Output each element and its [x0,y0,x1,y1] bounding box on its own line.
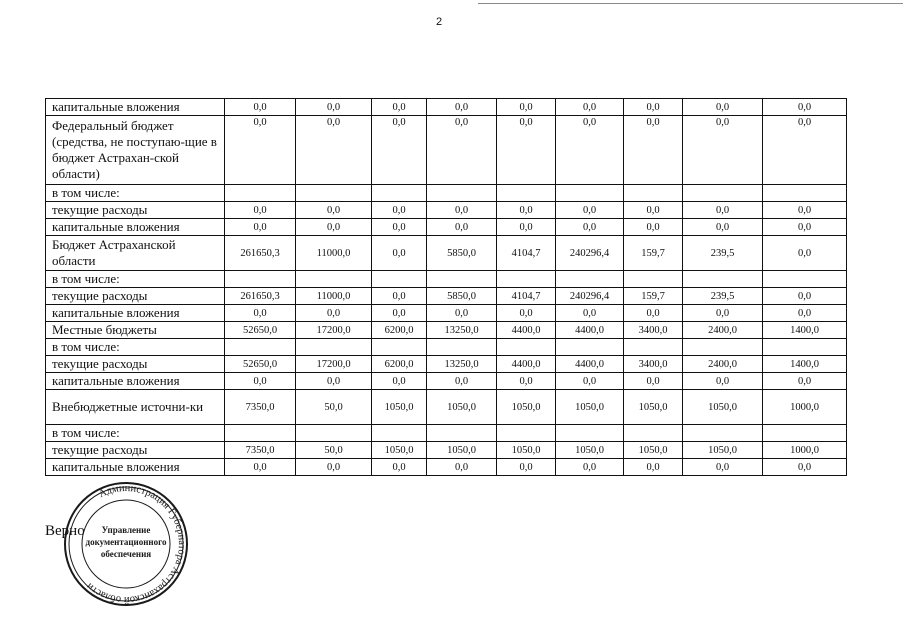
value-cell [683,339,763,356]
table-row [46,373,847,390]
row-label: в том числе: [46,185,225,202]
value-cell: 0,0 [225,459,296,476]
value-cell [497,425,556,442]
value-cell [683,425,763,442]
value-cell: 0,0 [372,202,427,219]
value-cell [497,339,556,356]
value-cell: 0,0 [624,305,683,322]
value-cell: 0,0 [225,219,296,236]
value-cell: 1400,0 [763,356,847,373]
value-cell: 1050,0 [624,442,683,459]
value-cell: 0,0 [763,219,847,236]
value-cell [556,185,624,202]
table-row [46,305,847,322]
value-cell [497,185,556,202]
value-cell: 0,0 [497,373,556,390]
table-row [46,442,847,459]
value-cell: 1050,0 [427,442,497,459]
value-cell: 6200,0 [372,356,427,373]
table-row [46,288,847,305]
value-cell: 0,0 [372,236,427,271]
value-cell: 52650,0 [225,356,296,373]
value-cell: 0,0 [296,305,372,322]
value-cell: 0,0 [683,99,763,116]
value-cell [225,185,296,202]
row-label: капитальные вложения [46,219,225,236]
value-cell [372,271,427,288]
value-cell: 2400,0 [683,356,763,373]
seal-inner-line-3: обеспечения [100,549,152,559]
value-cell [296,339,372,356]
value-cell [763,425,847,442]
value-cell: 1400,0 [763,322,847,339]
value-cell: 0,0 [556,202,624,219]
value-cell: 0,0 [427,305,497,322]
value-cell: 0,0 [763,459,847,476]
table-row [46,219,847,236]
row-label: капитальные вложения [46,373,225,390]
row-label: текущие расходы [46,288,225,305]
table-row [46,356,847,373]
value-cell: 0,0 [296,219,372,236]
table-row [46,339,847,356]
row-label: капитальные вложения [46,305,225,322]
value-cell: 240296,4 [556,236,624,271]
value-cell: 0,0 [225,116,296,185]
value-cell: 1050,0 [556,442,624,459]
value-cell: 0,0 [624,373,683,390]
value-cell: 0,0 [296,116,372,185]
table-row [46,425,847,442]
value-cell: 0,0 [683,373,763,390]
row-label: капитальные вложения [46,459,225,476]
verno-label: Верно [45,523,85,539]
value-cell [225,271,296,288]
value-cell [372,425,427,442]
value-cell: 0,0 [296,459,372,476]
value-cell [624,271,683,288]
value-cell: 0,0 [225,305,296,322]
value-cell: 4104,7 [497,288,556,305]
table-row [46,236,847,271]
value-cell: 261650,3 [225,288,296,305]
value-cell: 0,0 [624,219,683,236]
value-cell: 0,0 [556,305,624,322]
value-cell: 0,0 [372,99,427,116]
value-cell: 1050,0 [372,442,427,459]
value-cell: 1050,0 [556,390,624,425]
value-cell: 0,0 [556,99,624,116]
value-cell: 11000,0 [296,236,372,271]
value-cell: 0,0 [296,99,372,116]
budget-table [45,98,847,476]
value-cell: 1050,0 [683,442,763,459]
table-row [46,271,847,288]
value-cell: 1050,0 [497,390,556,425]
value-cell: 0,0 [427,99,497,116]
seal-outer-text: Администрация Губернатора Астраханской области [84,482,188,606]
value-cell: 261650,3 [225,236,296,271]
value-cell [624,339,683,356]
value-cell: 1050,0 [372,390,427,425]
value-cell [763,271,847,288]
value-cell: 0,0 [683,305,763,322]
value-cell: 52650,0 [225,322,296,339]
value-cell: 0,0 [497,305,556,322]
value-cell [683,271,763,288]
value-cell: 50,0 [296,390,372,425]
value-cell: 0,0 [763,99,847,116]
value-cell: 0,0 [497,116,556,185]
value-cell: 0,0 [427,202,497,219]
value-cell [427,185,497,202]
value-cell [372,339,427,356]
table-body [46,99,847,476]
table-row [46,459,847,476]
value-cell: 3400,0 [624,356,683,373]
value-cell [683,185,763,202]
value-cell: 0,0 [683,219,763,236]
value-cell: 0,0 [683,459,763,476]
value-cell: 0,0 [497,99,556,116]
value-cell: 0,0 [683,116,763,185]
value-cell: 4104,7 [497,236,556,271]
top-rule [478,3,903,4]
value-cell [556,271,624,288]
row-label: Внебюджетные источни-ки [46,390,225,425]
value-cell: 0,0 [427,459,497,476]
value-cell [556,425,624,442]
value-cell: 0,0 [296,202,372,219]
value-cell: 0,0 [624,116,683,185]
value-cell: 13250,0 [427,322,497,339]
value-cell: 7350,0 [225,390,296,425]
value-cell: 1050,0 [624,390,683,425]
row-label: в том числе: [46,271,225,288]
value-cell: 17200,0 [296,356,372,373]
row-label: в том числе: [46,425,225,442]
row-label: текущие расходы [46,442,225,459]
value-cell: 0,0 [556,116,624,185]
value-cell: 0,0 [497,219,556,236]
value-cell: 0,0 [763,116,847,185]
value-cell [556,339,624,356]
value-cell: 0,0 [225,99,296,116]
value-cell [763,339,847,356]
table-row [46,322,847,339]
value-cell: 13250,0 [427,356,497,373]
value-cell [372,185,427,202]
value-cell: 0,0 [763,202,847,219]
value-cell: 0,0 [556,219,624,236]
value-cell: 159,7 [624,288,683,305]
value-cell: 0,0 [372,288,427,305]
value-cell [296,185,372,202]
table-row [46,116,847,185]
value-cell: 0,0 [624,202,683,219]
value-cell: 0,0 [497,202,556,219]
value-cell: 239,5 [683,236,763,271]
value-cell [427,425,497,442]
value-cell: 0,0 [683,202,763,219]
row-label: Местные бюджеты [46,322,225,339]
value-cell: 0,0 [372,373,427,390]
value-cell: 1000,0 [763,390,847,425]
value-cell: 0,0 [225,202,296,219]
value-cell: 4400,0 [556,322,624,339]
value-cell: 0,0 [372,116,427,185]
value-cell: 159,7 [624,236,683,271]
value-cell [497,271,556,288]
value-cell: 2400,0 [683,322,763,339]
value-cell: 0,0 [556,459,624,476]
table-row [46,185,847,202]
row-label: текущие расходы [46,356,225,373]
value-cell: 5850,0 [427,236,497,271]
value-cell: 50,0 [296,442,372,459]
value-cell: 4400,0 [497,322,556,339]
value-cell: 0,0 [624,459,683,476]
value-cell: 7350,0 [225,442,296,459]
table-row [46,99,847,116]
value-cell: 5850,0 [427,288,497,305]
value-cell: 0,0 [497,459,556,476]
value-cell: 17200,0 [296,322,372,339]
value-cell: 0,0 [763,288,847,305]
table-row [46,390,847,425]
value-cell: 0,0 [427,116,497,185]
value-cell: 1050,0 [683,390,763,425]
value-cell: 1000,0 [763,442,847,459]
value-cell: 0,0 [763,236,847,271]
value-cell [763,185,847,202]
value-cell: 0,0 [624,99,683,116]
seal-inner-line-2: документационного [85,537,167,547]
row-label: в том числе: [46,339,225,356]
value-cell: 0,0 [225,373,296,390]
value-cell: 0,0 [372,219,427,236]
value-cell [296,425,372,442]
page-number: 2 [436,16,443,28]
official-seal [62,480,190,608]
value-cell: 3400,0 [624,322,683,339]
value-cell [225,339,296,356]
value-cell: 4400,0 [556,356,624,373]
value-cell [624,185,683,202]
row-label: Бюджет Астраханской области [46,236,225,271]
value-cell [225,425,296,442]
value-cell [296,271,372,288]
value-cell: 0,0 [427,219,497,236]
value-cell: 4400,0 [497,356,556,373]
value-cell: 1050,0 [427,390,497,425]
value-cell: 0,0 [763,305,847,322]
value-cell: 239,5 [683,288,763,305]
value-cell: 240296,4 [556,288,624,305]
value-cell: 0,0 [372,459,427,476]
value-cell: 0,0 [763,373,847,390]
row-label: текущие расходы [46,202,225,219]
seal-inner-line-1: Управление [101,525,151,535]
value-cell: 0,0 [296,373,372,390]
row-label: Федеральный бюджет (средства, не поступаю-щие в бюджет Астрахан-ской области) [46,116,225,185]
value-cell [427,339,497,356]
value-cell: 11000,0 [296,288,372,305]
row-label: капитальные вложения [46,99,225,116]
value-cell: 0,0 [427,373,497,390]
value-cell [427,271,497,288]
value-cell [624,425,683,442]
table-row [46,202,847,219]
value-cell: 6200,0 [372,322,427,339]
value-cell: 1050,0 [497,442,556,459]
value-cell: 0,0 [372,305,427,322]
value-cell: 0,0 [556,373,624,390]
